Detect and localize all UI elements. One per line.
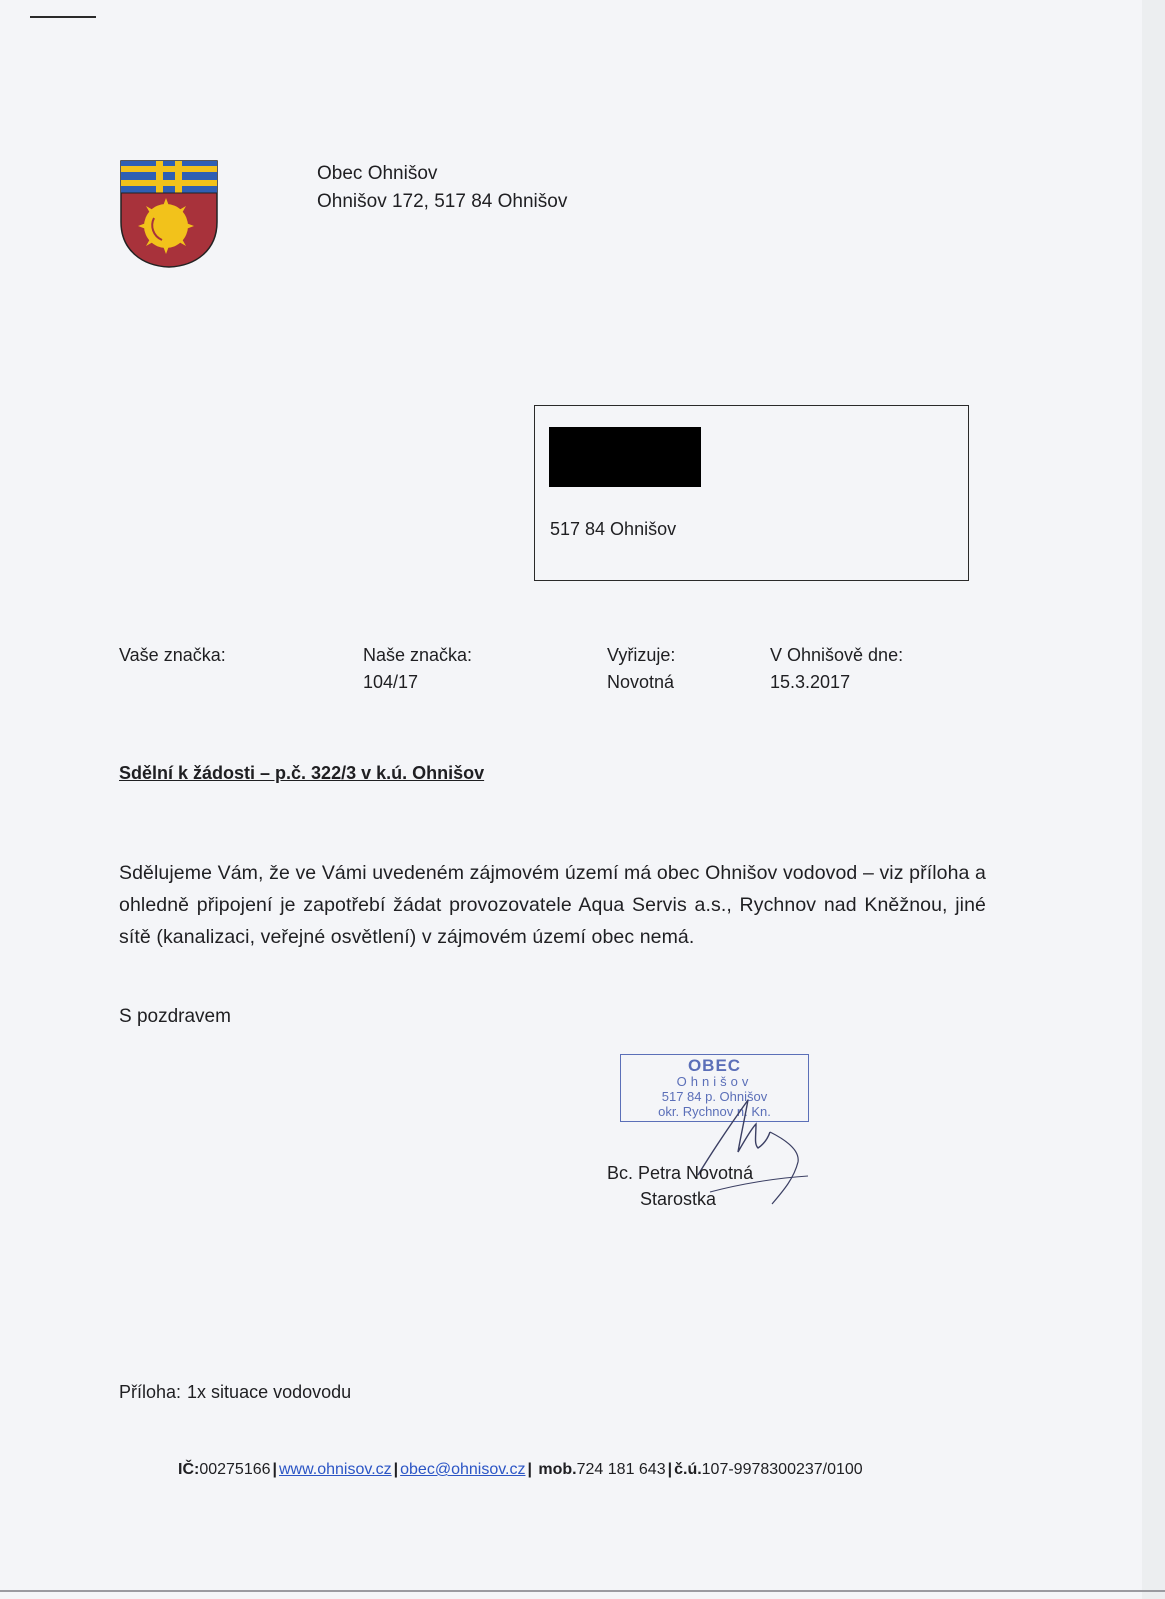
letter-body: Sdělujeme Vám, že ve Vámi uvedeném zájmovém území má obec Ohnišov vodovod – viz příloha a ohledně připojení je zapotřebí žádat provozovatele Aqua Servis a.s., Rychnov nad Kněžnou, jiné sítě (kanalizaci, veřejné osvětlení) v zájmovém území obec nemá.: [119, 862, 986, 948]
closing-greeting: S pozdravem: [119, 1006, 231, 1027]
ic-label: IČ:: [178, 1461, 200, 1478]
sender-name: Obec Ohnišov: [317, 163, 438, 184]
letter-date-value: 15.3.2017: [770, 672, 851, 692]
stamp-line-2: Ohnišov: [676, 1074, 753, 1089]
sender-address: Ohnišov 172, 517 84 Ohnišov: [317, 191, 568, 212]
redacted-recipient-name: [549, 427, 701, 487]
signer-role: Starostka: [640, 1189, 717, 1209]
website-link[interactable]: www.ohnisov.cz: [279, 1461, 392, 1478]
stamp-line-3: 517 84 p. Ohnišov: [661, 1089, 768, 1104]
attachment-label: Příloha:: [119, 1382, 182, 1402]
footer-separator: |: [272, 1461, 277, 1478]
our-reference-value: 104/17: [363, 672, 419, 692]
your-reference: [119, 642, 226, 669]
account-label: č.ú.: [674, 1461, 702, 1478]
ic-value: 00275166: [199, 1461, 271, 1478]
municipal-crest-icon: [120, 160, 218, 268]
paper-edge: [1142, 0, 1165, 1599]
mobile-label: mob.: [538, 1461, 577, 1478]
your-reference-label: Vaše značka:: [119, 645, 226, 665]
our-reference-label: Naše značka:: [363, 645, 473, 665]
our-reference: [363, 642, 472, 696]
letter-footer: [178, 1461, 863, 1479]
footer-separator: |: [393, 1461, 399, 1478]
mobile-value: 724 181 643: [576, 1461, 666, 1478]
scan-edge-line: [0, 1590, 1165, 1592]
signer-name: Bc. Petra Novotná: [607, 1163, 754, 1183]
letter-subject: Sdělní k žádosti – p.č. 322/3 v k.ú. Ohnišov: [119, 763, 485, 783]
handled-by-label: Vyřizuje:: [607, 645, 676, 665]
letter-date: [770, 642, 903, 696]
footer-separator: |: [667, 1461, 673, 1478]
stamp-line-4: okr. Rychnov n. Kn.: [658, 1104, 771, 1119]
email-link[interactable]: obec@ohnisov.cz: [400, 1461, 526, 1478]
recipient-address-line: 517 84 Ohnišov: [550, 519, 677, 539]
stamp-line-1: OBEC: [687, 1056, 742, 1075]
scan-mark: [30, 16, 96, 18]
sender-block: [317, 160, 567, 216]
attachment-value: 1x situace vodovodu: [187, 1382, 352, 1402]
handled-by-value: Novotná: [607, 672, 675, 692]
account-value: 107-9978300237/0100: [701, 1461, 863, 1478]
attachment-note: [119, 1382, 351, 1403]
recipient-address-box: [534, 405, 969, 581]
handled-by: [607, 642, 675, 696]
letter-date-label: V Ohnišově dne:: [770, 645, 904, 665]
footer-separator: |: [527, 1461, 532, 1478]
signer-block: [607, 1160, 753, 1212]
